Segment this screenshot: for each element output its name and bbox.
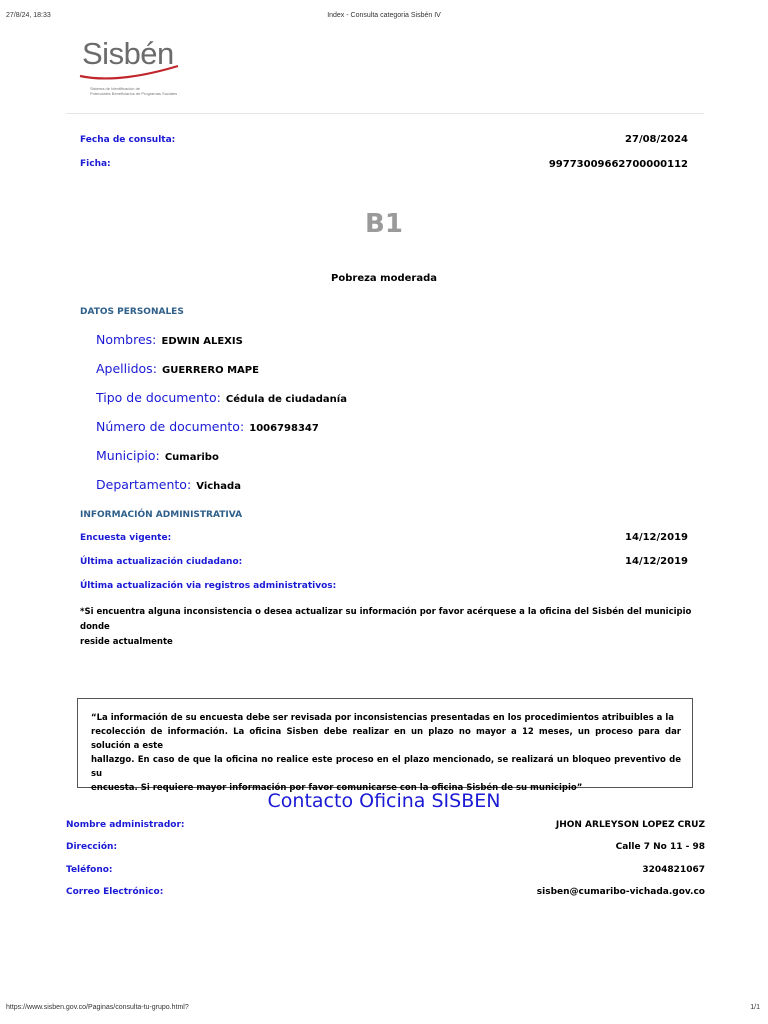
- notice-line1: “La información de su encuesta debe ser revisada por inconsistencias presentadas en los procedimientos atribuibles a la: [91, 713, 674, 723]
- field-label: Nombres:: [96, 332, 157, 347]
- ficha-value: 99773009662700000112: [548, 159, 688, 170]
- note-line2: reside actualmente: [80, 637, 173, 647]
- print-page-number: 1/1: [750, 1004, 760, 1011]
- field-row-nombres: [96, 329, 243, 348]
- category-code: B1: [365, 209, 403, 239]
- inconsistency-note: [80, 605, 700, 650]
- email-label: Correo Electrónico:: [66, 887, 164, 897]
- notice-line3: hallazgo. En caso de que la oficina no realice este proceso en el plazo mencionado, se realizará un bloqueo preventivo de su: [91, 755, 681, 779]
- field-value: GUERRERO MAPE: [162, 365, 259, 376]
- fecha-consulta-label: Fecha de consulta:: [80, 135, 176, 145]
- note-line1: *Si encuentra alguna inconsistencia o desea actualizar su información por favor acérquese a la oficina del Sisbén del municipio donde: [80, 607, 692, 632]
- encuesta-vigente-value: 14/12/2019: [625, 532, 688, 543]
- field-label: Apellidos:: [96, 361, 157, 376]
- field-row-apellidos: [96, 358, 259, 377]
- field-value: Cédula de ciudadanía: [225, 394, 347, 405]
- notice-line2: recolección de información. La oficina Sisben debe realizar en un plazo no mayor a 12 meses, un proceso para dar solución a este: [91, 727, 681, 751]
- field-row-municipio: [96, 445, 219, 464]
- field-row-departamento: [96, 474, 241, 493]
- notice-text: [91, 711, 681, 795]
- field-label: Número de documento:: [96, 419, 245, 434]
- phone-value: 3204821067: [642, 865, 705, 875]
- ultima-actualizacion-label: Última actualización ciudadano:: [80, 557, 243, 567]
- field-value: 1006798347: [249, 423, 319, 434]
- registros-administrativos-label: Última actualización via registros administrativos:: [80, 581, 337, 591]
- logo-tagline: [90, 86, 200, 96]
- field-label: Departamento:: [96, 477, 192, 492]
- personal-section-title: DATOS PERSONALES: [80, 307, 184, 317]
- field-label: Tipo de documento:: [96, 390, 221, 405]
- field-value: Vichada: [196, 481, 241, 492]
- notice-line4: encuesta. Si requiere mayor información por favor comunicarse con la oficina Sisbén de su municipio”: [91, 783, 583, 793]
- ultima-actualizacion-value: 14/12/2019: [625, 556, 688, 567]
- ficha-label: Ficha:: [80, 159, 111, 169]
- notice-box: [77, 698, 693, 793]
- logo-tagline-line2: Potenciales Beneficiarios de Programas Sociales: [90, 91, 178, 96]
- phone-label: Teléfono:: [66, 865, 113, 875]
- print-page-title: Index - Consulta categoria Sisbén IV: [327, 12, 441, 19]
- sisben-logo: [78, 36, 198, 98]
- field-value: Cumaribo: [164, 452, 219, 463]
- contact-title: Contacto Oficina SISBEN: [267, 790, 501, 812]
- print-datetime: 27/8/24, 18:33: [6, 12, 51, 19]
- admin-name-value: JHON ARLEYSON LOPEZ CRUZ: [555, 820, 705, 830]
- field-label: Municipio:: [96, 448, 160, 463]
- fecha-consulta-value: 27/08/2024: [625, 134, 688, 145]
- logo-tagline-line1: Sistema de Identificación de: [90, 86, 141, 91]
- admin-name-label: Nombre administrador:: [66, 820, 185, 830]
- encuesta-vigente-label: Encuesta vigente:: [80, 533, 172, 543]
- admin-section-title: INFORMACIÓN ADMINISTRATIVA: [80, 510, 243, 520]
- email-value: sisben@cumaribo-vichada.gov.co: [536, 887, 705, 897]
- field-row-numero-documento: [96, 416, 319, 435]
- header-divider: [66, 113, 704, 114]
- field-row-tipo-documento: [96, 387, 347, 406]
- address-label: Dirección:: [66, 842, 118, 852]
- field-value: EDWIN ALEXIS: [161, 336, 243, 347]
- print-url: https://www.sisben.gov.co/Paginas/consulta-tu-grupo.html?: [6, 1004, 189, 1011]
- address-value: Calle 7 No 11 - 98: [615, 842, 705, 852]
- category-description: Pobreza moderada: [331, 273, 437, 284]
- logo-word: Sisbén: [82, 36, 174, 71]
